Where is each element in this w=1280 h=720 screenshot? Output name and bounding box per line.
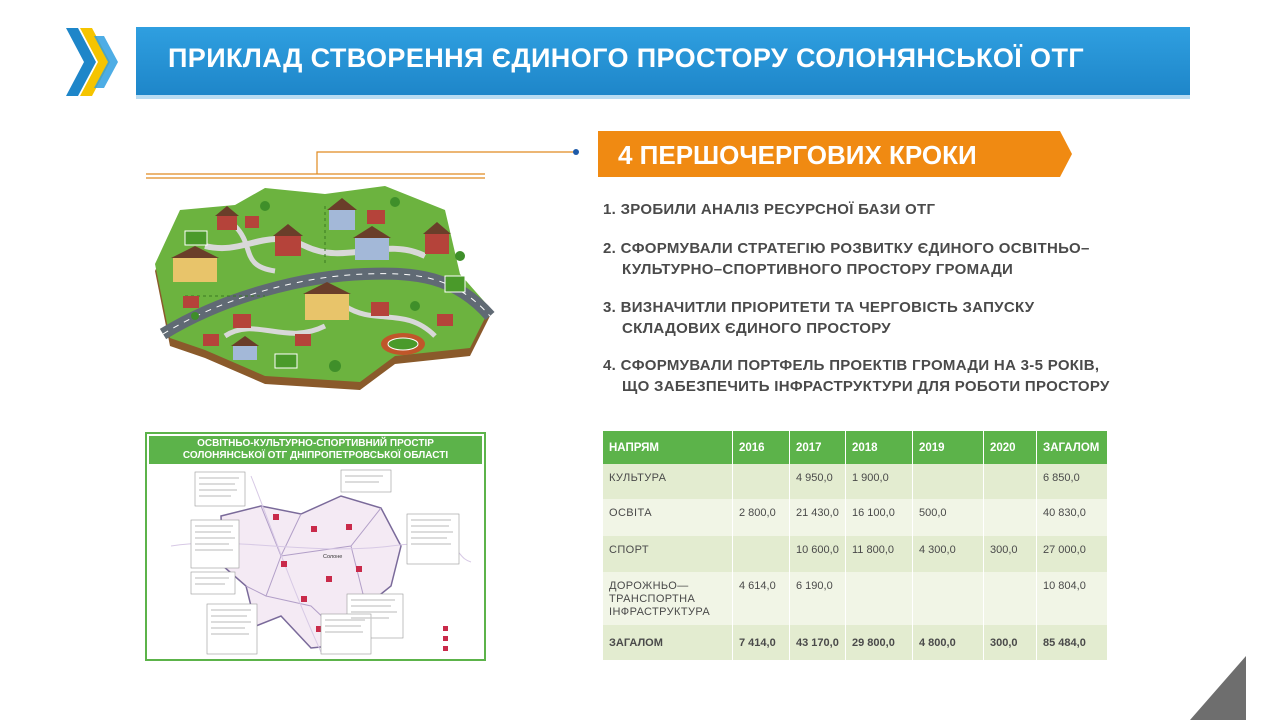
cell-2016: 4 614,0 xyxy=(733,572,790,625)
cell-2016 xyxy=(733,464,790,499)
row-name xyxy=(603,572,733,625)
cell-total: 10 804,0 xyxy=(1037,572,1108,625)
village-illustration xyxy=(145,186,495,392)
cell-2019: 500,0 xyxy=(913,499,984,536)
cell-2017: 43 170,0 xyxy=(790,625,846,660)
steps-header xyxy=(598,131,1060,177)
step-text-cont: ЩО ЗАБЕЗПЕЧИТЬ ІНФРАСТРУКТУРИ ДЛЯ РОБОТИ ПРОСТОРУ xyxy=(622,378,1110,395)
step-3 xyxy=(603,297,1034,339)
cell-2017: 21 430,0 xyxy=(790,499,846,536)
cell-2020 xyxy=(984,499,1037,536)
map-panel xyxy=(145,432,486,661)
step-text: 2. СФОРМУВАЛИ СТРАТЕГІЮ РОЗВИТКУ ЄДИНОГО ОСВІТНЬО– xyxy=(603,240,1090,257)
cell-2018: 11 800,0 xyxy=(846,536,913,572)
cell-2017: 4 950,0 xyxy=(790,464,846,499)
connector-line xyxy=(142,148,602,184)
step-text-cont: СКЛАДОВИХ ЄДИНОГО ПРОСТОРУ xyxy=(622,320,891,337)
row-name: ОСВІТА xyxy=(603,499,733,536)
community-map xyxy=(151,466,480,657)
cell-2018: 1 900,0 xyxy=(846,464,913,499)
map-title-line1: ОСВІТНЬО-КУЛЬТУРНО-СПОРТИВНИЙ ПРОСТІР xyxy=(197,438,434,449)
table-row xyxy=(603,572,1108,625)
cell-2019: 4 800,0 xyxy=(913,625,984,660)
cell-2018 xyxy=(846,572,913,625)
table-row xyxy=(603,536,1108,572)
col-header-2019: 2019 xyxy=(913,431,984,464)
step-2 xyxy=(603,238,1090,280)
cell-total: 85 484,0 xyxy=(1037,625,1108,660)
cell-total: 27 000,0 xyxy=(1037,536,1108,572)
table-header-row xyxy=(603,431,1108,464)
step-1 xyxy=(603,199,935,220)
row-name: КУЛЬТУРА xyxy=(603,464,733,499)
col-header-2020: 2020 xyxy=(984,431,1037,464)
cell-total: 6 850,0 xyxy=(1037,464,1108,499)
cell-2016: 7 414,0 xyxy=(733,625,790,660)
step-text-cont: КУЛЬТУРНО–СПОРТИВНОГО ПРОСТОРУ ГРОМАДИ xyxy=(622,261,1014,278)
row-name-line: ТРАНСПОРТНА xyxy=(609,593,696,605)
corner-decoration xyxy=(1190,656,1280,720)
cell-2016 xyxy=(733,536,790,572)
map-title-line2: СОЛОНЯНСЬКОЇ ОТГ ДНІПРОПЕТРОВСЬКОЇ ОБЛАСТІ xyxy=(182,450,449,461)
row-name-line: ДОРОЖНЬО— xyxy=(609,580,689,592)
title-bar xyxy=(136,27,1190,95)
logo-icon xyxy=(66,28,124,96)
step-text: 4. СФОРМУВАЛИ ПОРТФЕЛЬ ПРОЕКТІВ ГРОМАДИ НА 3-5 РОКІВ, xyxy=(603,357,1100,374)
step-text: 3. ВИЗНАЧИТЛИ ПРІОРИТЕТИ ТА ЧЕРГОВІСТЬ ЗАПУСКУ xyxy=(603,299,1035,316)
col-header-2017: 2017 xyxy=(790,431,846,464)
cell-2016: 2 800,0 xyxy=(733,499,790,536)
row-name-line: ІНФРАСТРУКТУРА xyxy=(609,606,711,618)
page-title: ПРИКЛАД СТВОРЕННЯ ЄДИНОГО ПРОСТОРУ СОЛОНЯНСЬКОЇ ОТГ xyxy=(168,43,1085,73)
cell-2020: 300,0 xyxy=(984,625,1037,660)
cell-2019 xyxy=(913,464,984,499)
step-4 xyxy=(603,355,1110,397)
col-header-2018: 2018 xyxy=(846,431,913,464)
col-header-2016: 2016 xyxy=(733,431,790,464)
col-header-direction: НАПРЯМ xyxy=(603,431,733,464)
cell-2017: 6 190,0 xyxy=(790,572,846,625)
cell-2018: 29 800,0 xyxy=(846,625,913,660)
map-center-label: Солоне xyxy=(323,554,343,560)
cell-total: 40 830,0 xyxy=(1037,499,1108,536)
cell-2018: 16 100,0 xyxy=(846,499,913,536)
step-text: 1. ЗРОБИЛИ АНАЛІЗ РЕСУРСНОЇ БАЗИ ОТГ xyxy=(603,201,936,218)
steps-header-label: 4 ПЕРШОЧЕРГОВИХ КРОКИ xyxy=(618,140,977,170)
table-total-row xyxy=(603,625,1108,660)
row-name: СПОРТ xyxy=(603,536,733,572)
map-header xyxy=(149,436,482,464)
cell-2017: 10 600,0 xyxy=(790,536,846,572)
total-label: ЗАГАЛОМ xyxy=(603,625,733,660)
table-row xyxy=(603,464,1108,499)
cell-2019 xyxy=(913,572,984,625)
cell-2020 xyxy=(984,572,1037,625)
col-header-total: ЗАГАЛОМ xyxy=(1037,431,1108,464)
cell-2019: 4 300,0 xyxy=(913,536,984,572)
table-row xyxy=(603,499,1108,536)
cell-2020: 300,0 xyxy=(984,536,1037,572)
cell-2020 xyxy=(984,464,1037,499)
budget-table xyxy=(603,431,1108,660)
